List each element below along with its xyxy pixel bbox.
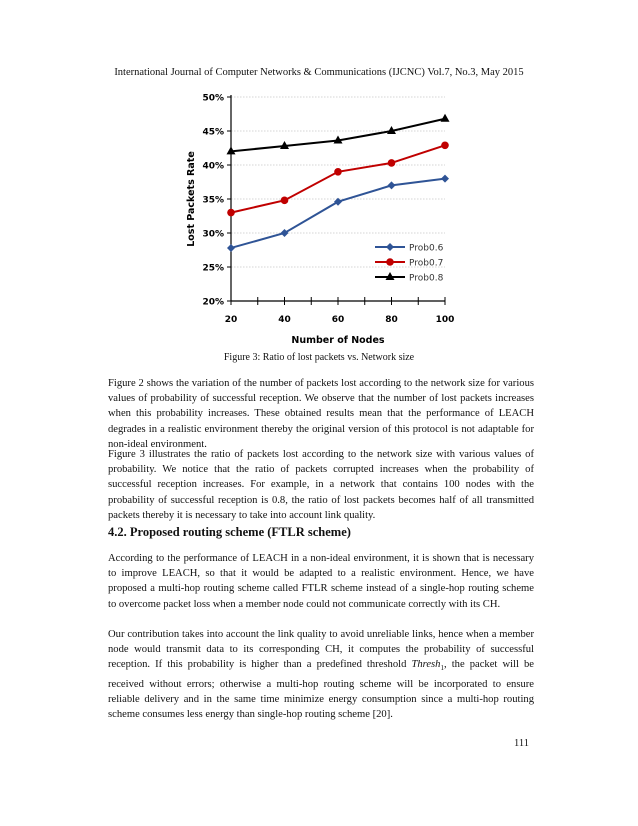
series-line-prob0-8 [231,119,445,152]
legend-marker-prob0-6 [386,243,394,251]
threshold-symbol: Thresh [411,659,441,671]
x-tick-label: 20 [224,315,238,325]
threshold-subscript: 1 [440,664,444,673]
y-axis-title: Lost Packets Rate [186,151,197,247]
data-point-prob0-7 [441,141,449,149]
journal-header: International Journal of Computer Networks & Communications (IJCNC) Vol.7, No.3, May 2015 [114,67,524,78]
paragraph-4 [108,627,534,722]
x-tick-label: 60 [331,315,345,325]
section-heading: 4.2. Proposed routing scheme (FTLR scheme) [108,525,351,539]
legend-label-prob0-6: Prob0.6 [409,243,444,254]
paragraph-2: Figure 3 illustrates the ratio of packets lost according to the network size with various values of probability. We notice that the ratio of packets corrupted increases when the probability of successful reception increases. For example, in a network that contains 100 nodes with the probability of successful reception is 0.8, the ratio of lost packets becomes half of all transmitted packets thereby it is necessary to take into account link quality. [108,449,534,521]
y-tick-label: 30% [202,229,224,240]
data-point-prob0-8 [441,114,450,122]
data-point-prob0-6 [227,244,235,252]
data-point-prob0-7 [334,168,342,176]
y-tick-label: 45% [202,127,224,138]
x-tick-label: 80 [385,315,398,325]
y-tick-label: 50% [202,93,224,104]
x-axis-title: Number of Nodes [291,335,385,346]
figure-caption: Figure 3: Ratio of lost packets vs. Network size [223,352,415,363]
paragraph-3: According to the performance of LEACH in a non-ideal environment, it is shown that is necessary to improve LEACH, so that it would be adapted to a realistic environment. Hence, we have proposed a multi-hop routing scheme called FTLR scheme instead of a single-hop routing scheme to overcome packet loss when a member node could not communicate correctly with its CH. [108,553,534,610]
page-number: 111 [514,738,529,749]
x-tick-label: 100 [435,315,455,325]
data-point-prob0-7 [281,197,289,205]
y-tick-label: 20% [202,297,224,308]
paragraph-1: Figure 2 shows the variation of the number of packets lost according to the network size for various values of probability of successful reception. We observe that the number of lost packets increases when this probability increases. These obtained results mean that the performance of LEACH degrades in a realistic environment thereby the original version of this protocol is not adaptable for non-ideal environment. [108,378,534,450]
data-point-prob0-7 [388,159,396,167]
data-point-prob0-7 [227,209,235,217]
data-point-prob0-6 [334,198,342,206]
paragraph-4-end: , the packet will be received without errors; otherwise a multi-hop routing scheme will be incorporated to ensure reliable delivery and in the same time minimize energy consumption since a multi-hop routing scheme consumes less energy than single-hop routing scheme [20]. [108,659,534,721]
legend-label-prob0-8: Prob0.8 [409,273,444,284]
data-point-prob0-6 [281,229,289,237]
legend-marker-prob0-7 [386,258,394,266]
paragraph-4-start: Our contribution takes into account the link quality to avoid unreliable links, hence when a member node would transmit data to its corresponding CH, it computes the probability of successful reception. If this probability is higher than a predefined threshold [108,629,534,671]
legend-label-prob0-7: Prob0.7 [409,258,444,269]
lost-packets-chart [165,86,465,348]
series-line-prob0-6 [231,179,445,248]
y-tick-label: 25% [202,263,224,274]
x-tick-label: 40 [278,315,291,325]
y-tick-label: 35% [202,195,224,206]
data-point-prob0-6 [441,175,449,183]
y-tick-label: 40% [202,161,224,172]
data-point-prob0-6 [388,181,396,189]
